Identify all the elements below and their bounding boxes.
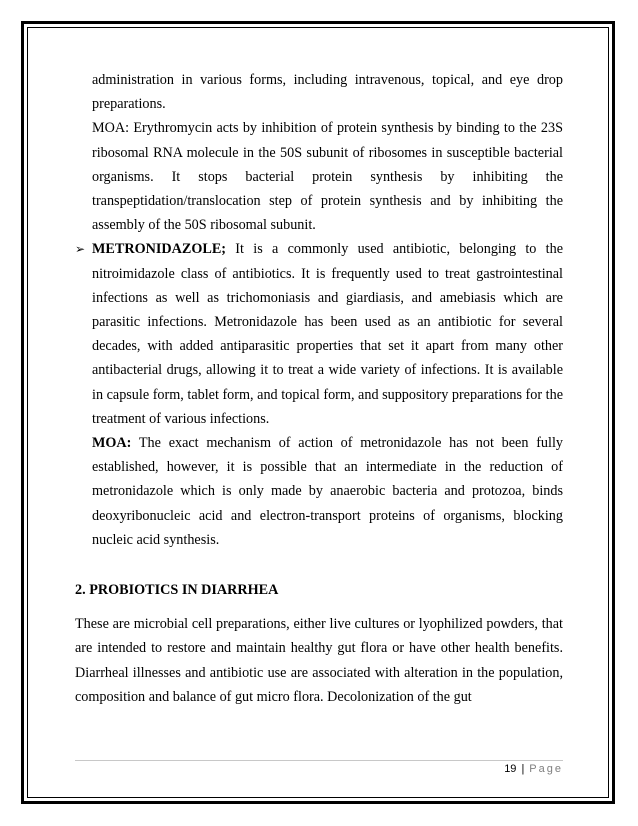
page-number: 19 bbox=[504, 763, 517, 775]
paragraph-moa-erythromycin: MOA: Erythromycin acts by inhibition of protein synthesis by binding to the 23S ribosomal RNA molecule in the 50S subunit of ribosomes in susceptible bacterial organisms. It stops bacterial protein synthesis by inhibiting the transpeptidation/translocation step of protein synthesis and by inhibiting the assembly of the 50S ribosomal subunit. bbox=[92, 120, 563, 234]
page-footer bbox=[504, 763, 563, 775]
footer-divider bbox=[75, 760, 563, 761]
metronidazole-title: METRONIDAZOLE; bbox=[92, 241, 227, 258]
paragraph-moa-metronidazole bbox=[92, 431, 563, 552]
arrow-bullet-icon: ➢ bbox=[75, 242, 86, 257]
paragraph-probiotics: These are microbial cell preparations, either live cultures or lyophilized powders, that are intended to restore and maintain healthy gut flora or have other health benefits. Diarrheal illnesses and antibiotic use are associated with alteration in the population, composition and balance of gut micro flora. Decolonization of the gut bbox=[75, 616, 563, 705]
paragraph-metronidazole bbox=[92, 237, 563, 431]
metronidazole-body: It is a commonly used antibiotic, belonging to the nitroimidazole class of antibiotics. It is frequently used to treat gastrointestinal infections as well as trichomoniasis and giardiasis, and amebiasis which are parasitic infections. Metronidazole has been used as an antibiotic for several decades, with added antiparasitic properties that set it apart from many other antibacterial drugs, allowing it to treat a wide variety of infections. It is available in capsule form, tablet form, and topical form, and suppository preparations for the treatment of various infections. bbox=[92, 241, 563, 427]
section-heading-probiotics: 2. PROBIOTICS IN DIARRHEA bbox=[75, 582, 279, 599]
paragraph-administration: administration in various forms, including intravenous, topical, and eye drop preparations. bbox=[92, 72, 563, 113]
bullet-metronidazole bbox=[75, 237, 563, 552]
page-content bbox=[75, 68, 563, 709]
moa-metronidazole-body: The exact mechanism of action of metronidazole has not been fully established, however, it is possible that an intermediate in the reduction of metronidazole which is only made by anaerobic bacteria and protozoa, binds deoxyribonucleic acid and electron-transport proteins of organisms, blocking nucleic acid synthesis. bbox=[92, 435, 563, 548]
page-label: Page bbox=[529, 763, 563, 775]
moa-label: MOA: bbox=[92, 435, 132, 452]
footer-separator: | bbox=[521, 763, 525, 775]
